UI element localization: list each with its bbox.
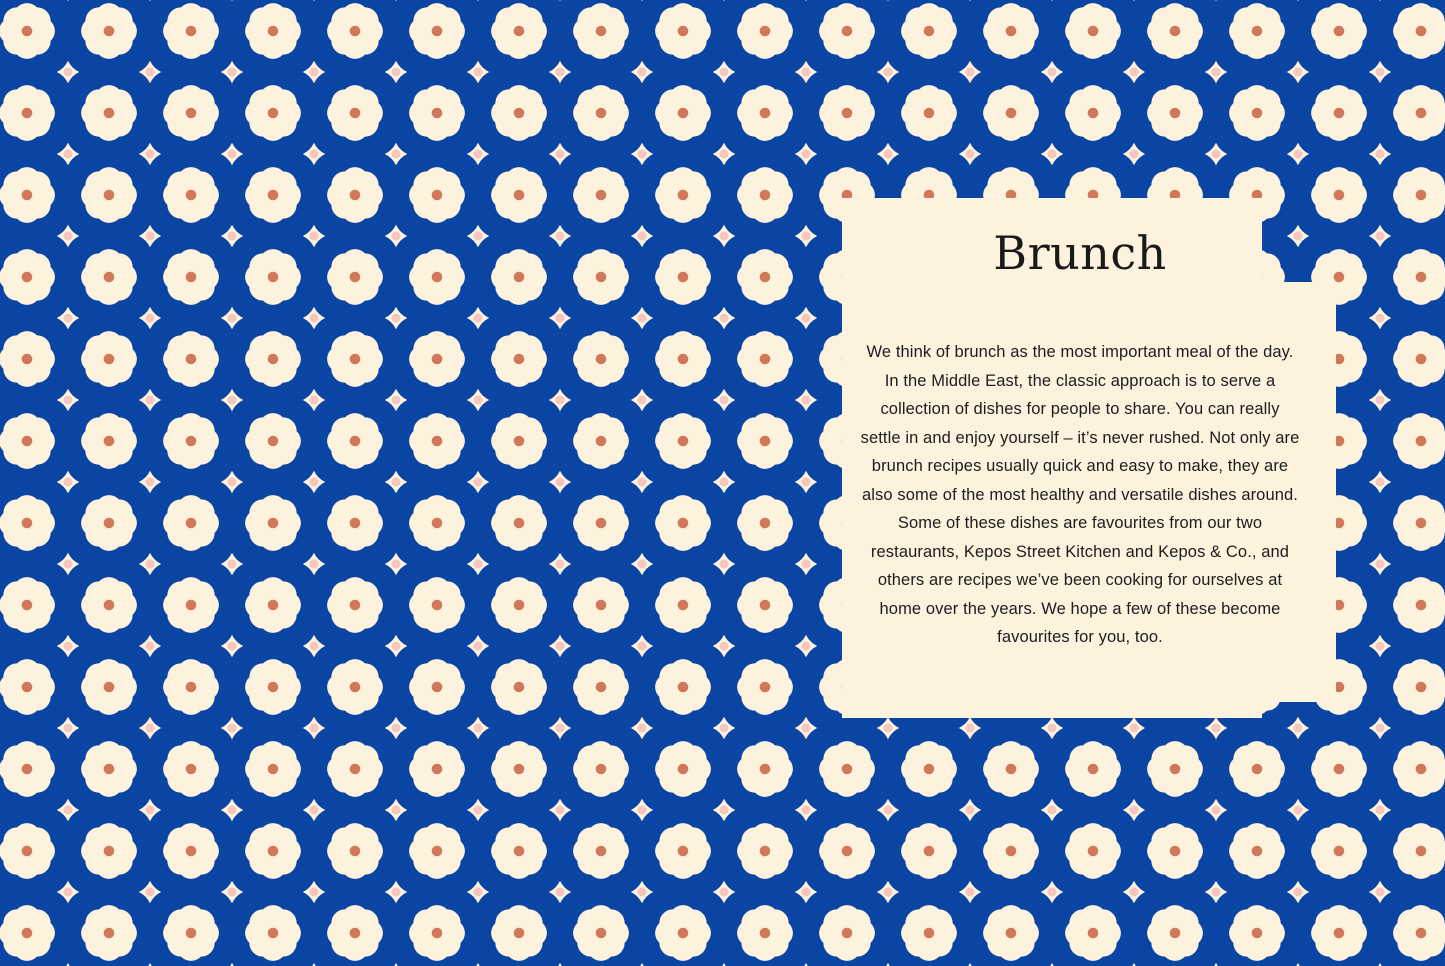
pattern-tile [970, 0, 1052, 72]
pattern-tile [724, 154, 806, 236]
pattern-tile [478, 564, 560, 646]
pattern-tile [68, 154, 150, 236]
pattern-tile [478, 810, 560, 892]
pattern-tile [1380, 72, 1445, 154]
pattern-tile [1380, 564, 1445, 646]
pattern-tile [724, 892, 806, 966]
pattern-tile [0, 0, 68, 72]
pattern-tile [560, 728, 642, 810]
pattern-tile [396, 72, 478, 154]
pattern-tile [806, 72, 888, 154]
pattern-tile [68, 564, 150, 646]
pattern-tile [1134, 728, 1216, 810]
pattern-tile [1380, 810, 1445, 892]
pattern-tile [1298, 72, 1380, 154]
pattern-tile [1380, 236, 1445, 318]
pattern-tile [642, 810, 724, 892]
pattern-tile [1134, 0, 1216, 72]
pattern-tile [68, 318, 150, 400]
pattern-tile [314, 728, 396, 810]
pattern-tile [888, 0, 970, 72]
pattern-tile [1052, 892, 1134, 966]
pattern-tile [1380, 400, 1445, 482]
pattern-tile [314, 892, 396, 966]
pattern-tile [0, 318, 68, 400]
pattern-tile [150, 892, 232, 966]
pattern-tile [150, 318, 232, 400]
pattern-tile [1298, 154, 1380, 236]
page-title: Brunch [993, 226, 1167, 280]
pattern-tile [724, 810, 806, 892]
pattern-tile [396, 318, 478, 400]
pattern-tile [314, 482, 396, 564]
pattern-tile [150, 72, 232, 154]
pattern-tile [478, 236, 560, 318]
pattern-tile [150, 728, 232, 810]
pattern-tile [1052, 0, 1134, 72]
pattern-tile [1380, 0, 1445, 72]
pattern-tile [970, 892, 1052, 966]
pattern-tile [1216, 810, 1298, 892]
pattern-tile [232, 892, 314, 966]
pattern-tile [0, 892, 68, 966]
pattern-tile [478, 892, 560, 966]
pattern-tile [1134, 72, 1216, 154]
pattern-tile [396, 646, 478, 728]
pattern-tile [150, 482, 232, 564]
pattern-tile [806, 810, 888, 892]
pattern-tile [150, 646, 232, 728]
pattern-tile [724, 72, 806, 154]
pattern-tile [1052, 728, 1134, 810]
pattern-tile [642, 318, 724, 400]
pattern-tile [642, 646, 724, 728]
pattern-tile [478, 482, 560, 564]
pattern-tile [642, 72, 724, 154]
pattern-tile [232, 236, 314, 318]
pattern-tile [1380, 646, 1445, 728]
pattern-tile [150, 564, 232, 646]
pattern-tile [0, 728, 68, 810]
pattern-tile [724, 400, 806, 482]
pattern-tile [396, 154, 478, 236]
pattern-tile [396, 728, 478, 810]
pattern-tile [150, 0, 232, 72]
pattern-tile [68, 728, 150, 810]
pattern-tile [1216, 72, 1298, 154]
pattern-tile [0, 72, 68, 154]
pattern-tile [1380, 318, 1445, 400]
pattern-tile [806, 0, 888, 72]
pattern-tile [314, 810, 396, 892]
pattern-tile [724, 0, 806, 72]
pattern-tile [68, 646, 150, 728]
pattern-tile [232, 810, 314, 892]
pattern-tile [970, 728, 1052, 810]
pattern-tile [560, 72, 642, 154]
pattern-tile [888, 892, 970, 966]
pattern-tile [1134, 810, 1216, 892]
pattern-tile [396, 564, 478, 646]
pattern-tile [314, 72, 396, 154]
pattern-tile [1216, 0, 1298, 72]
pattern-tile [314, 0, 396, 72]
pattern-tile [560, 400, 642, 482]
pattern-tile [150, 154, 232, 236]
pattern-tile [396, 892, 478, 966]
pattern-tile [642, 482, 724, 564]
pattern-tile [0, 154, 68, 236]
pattern-tile [1380, 728, 1445, 810]
pattern-tile [68, 892, 150, 966]
pattern-tile [0, 564, 68, 646]
pattern-tile [1298, 810, 1380, 892]
pattern-tile [478, 0, 560, 72]
pattern-tile [478, 646, 560, 728]
pattern-tile [724, 318, 806, 400]
pattern-tile [0, 400, 68, 482]
pattern-tile [1298, 0, 1380, 72]
pattern-tile [642, 154, 724, 236]
pattern-tile [724, 646, 806, 728]
pattern-tile [478, 154, 560, 236]
pattern-tile [232, 0, 314, 72]
pattern-tile [0, 236, 68, 318]
pattern-tile [150, 236, 232, 318]
pattern-tile [642, 564, 724, 646]
pattern-tile [396, 0, 478, 72]
pattern-tile [1298, 892, 1380, 966]
pattern-tile [314, 646, 396, 728]
pattern-tile [150, 400, 232, 482]
pattern-tile [560, 236, 642, 318]
pattern-tile [68, 810, 150, 892]
pattern-tile [232, 154, 314, 236]
pattern-tile [724, 482, 806, 564]
pattern-tile [68, 0, 150, 72]
pattern-tile [478, 728, 560, 810]
pattern-tile [68, 400, 150, 482]
pattern-tile [724, 564, 806, 646]
pattern-tile [560, 564, 642, 646]
pattern-tile [560, 0, 642, 72]
pattern-tile [724, 728, 806, 810]
pattern-tile [478, 400, 560, 482]
pattern-tile [478, 318, 560, 400]
pattern-tile [232, 400, 314, 482]
pattern-tile [0, 482, 68, 564]
pattern-tile [232, 728, 314, 810]
pattern-tile [970, 72, 1052, 154]
pattern-tile [724, 236, 806, 318]
pattern-tile [642, 236, 724, 318]
pattern-tile [232, 646, 314, 728]
pattern-tile [1380, 892, 1445, 966]
pattern-tile [642, 728, 724, 810]
pattern-tile [396, 810, 478, 892]
pattern-tile [560, 810, 642, 892]
pattern-tile [1380, 154, 1445, 236]
pattern-tile [68, 236, 150, 318]
pattern-tile [1134, 892, 1216, 966]
pattern-tile [1052, 72, 1134, 154]
pattern-tile [232, 72, 314, 154]
pattern-tile [1216, 892, 1298, 966]
pattern-tile [560, 646, 642, 728]
chapter-intro-text: We think of brunch as the most important meal of the day. In the Middle East, the classic approach is to serve a collection of dishes for people to share. You can really settle in and enjoy yourself – it’s never rushed. Not only are brunch recipes usually quick and easy to make, they are also some of the most healthy and versatile dishes around. Some of these dishes are favourites from our two restaurants, Kepos Street Kitchen and Kepos & Co., and others are recipes we’ve been cooking for ourselves at home over the years. We hope a few of these become favourites for you, too. [860, 343, 1300, 646]
pattern-tile [1380, 482, 1445, 564]
pattern-tile [888, 810, 970, 892]
pattern-tile [806, 728, 888, 810]
pattern-tile [314, 154, 396, 236]
pattern-tile [0, 646, 68, 728]
pattern-tile [888, 728, 970, 810]
pattern-tile [1052, 810, 1134, 892]
pattern-tile [560, 154, 642, 236]
pattern-tile [642, 400, 724, 482]
pattern-tile [232, 318, 314, 400]
pattern-tile [68, 482, 150, 564]
pattern-tile [970, 810, 1052, 892]
pattern-tile [560, 482, 642, 564]
pattern-tile [314, 236, 396, 318]
pattern-tile [642, 892, 724, 966]
pattern-tile [642, 0, 724, 72]
pattern-tile [314, 318, 396, 400]
pattern-tile [560, 318, 642, 400]
pattern-tile [1298, 728, 1380, 810]
pattern-tile [396, 400, 478, 482]
chapter-text-block [860, 226, 1300, 652]
pattern-tile [0, 810, 68, 892]
pattern-tile [560, 892, 642, 966]
pattern-tile [1216, 728, 1298, 810]
pattern-tile [232, 482, 314, 564]
pattern-tile [396, 482, 478, 564]
pattern-tile [314, 564, 396, 646]
pattern-tile [150, 810, 232, 892]
pattern-tile [314, 400, 396, 482]
pattern-tile [478, 72, 560, 154]
pattern-tile [888, 72, 970, 154]
pattern-tile [806, 892, 888, 966]
pattern-tile [396, 236, 478, 318]
pattern-tile [232, 564, 314, 646]
pattern-tile [68, 72, 150, 154]
